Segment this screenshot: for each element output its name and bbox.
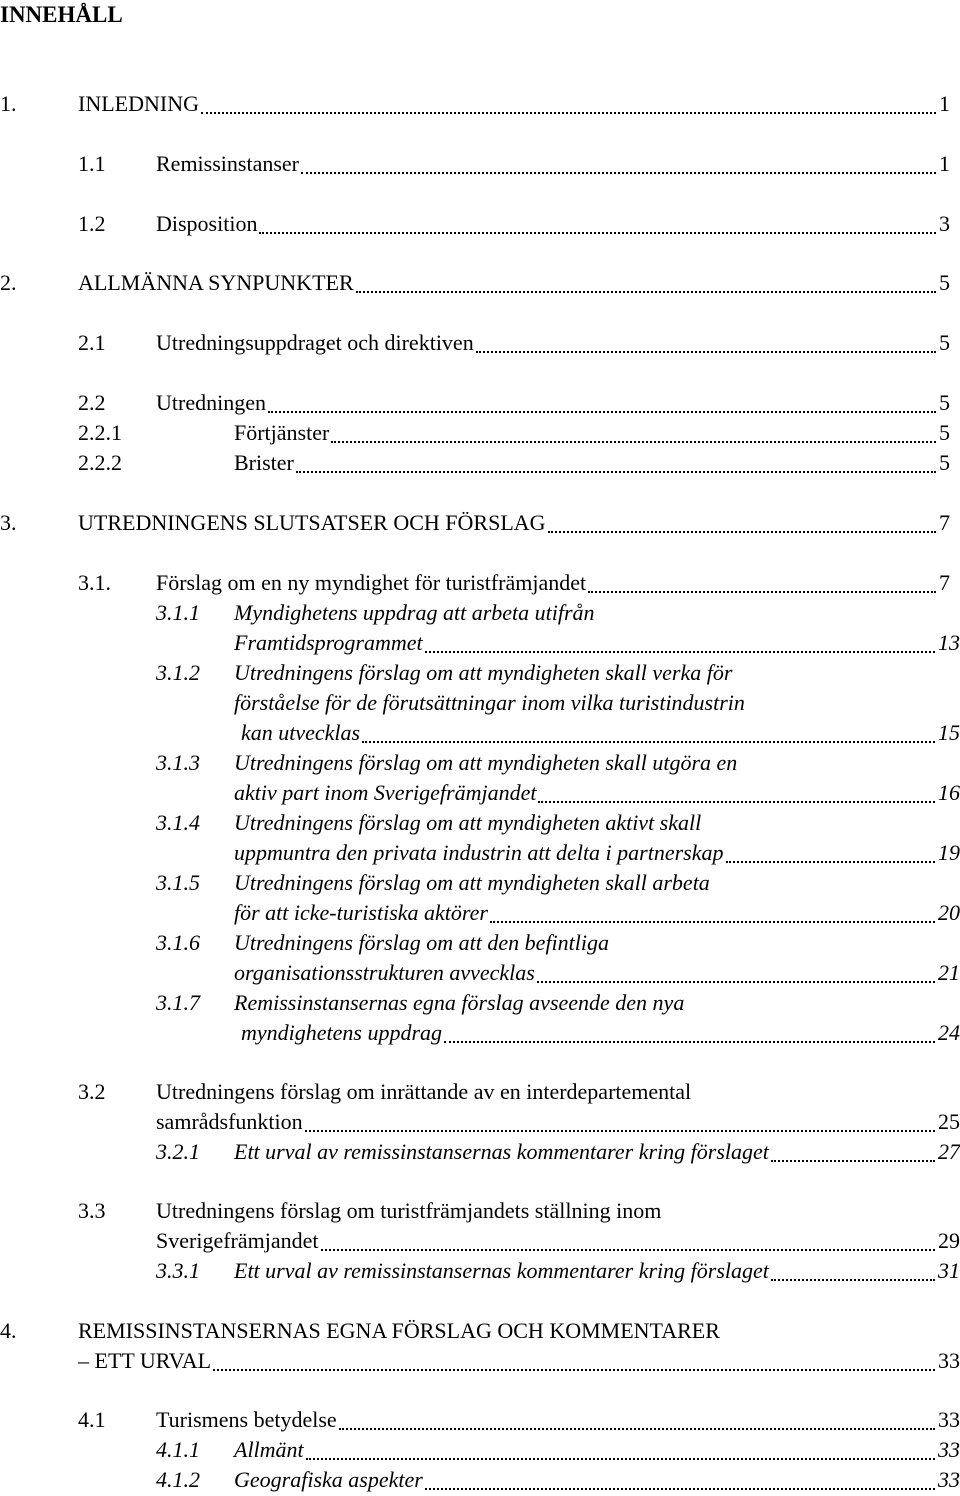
toc-number: 3.2 (78, 1079, 106, 1104)
toc-entry[interactable] (78, 1405, 960, 1435)
toc-title: Geografiska aspekter (234, 1467, 423, 1492)
toc-page-number: 16 (938, 780, 960, 805)
toc-number: 3.3.1 (156, 1258, 200, 1283)
toc-page-number: 5 (939, 450, 950, 475)
toc-entry-continuation[interactable] (156, 1018, 960, 1048)
toc-number: 4.1.2 (156, 1467, 200, 1492)
toc-title-continuation: – ETT URVAL (78, 1348, 212, 1373)
toc-number: 3.1.1 (156, 600, 200, 625)
toc-number: 4.1 (78, 1407, 106, 1432)
toc-entry[interactable] (156, 928, 956, 958)
toc-entry[interactable] (156, 1465, 960, 1495)
dot-leader (201, 108, 936, 114)
toc-entry-continuation[interactable] (78, 1107, 960, 1137)
toc-title: Utredningens förslag om att myndigheten aktivt skall (234, 810, 702, 835)
toc-entry[interactable] (156, 748, 956, 778)
toc-title: Utredningen (156, 390, 266, 415)
toc-page-number: 1 (939, 91, 950, 116)
toc-title: Utredningens förslag om turistfrämjandets ställning inom (156, 1198, 662, 1223)
toc-entry[interactable] (0, 89, 950, 119)
toc-entry[interactable] (78, 448, 950, 478)
toc-number: 3.2.1 (156, 1139, 200, 1164)
toc-number: 3.3 (78, 1198, 106, 1223)
toc-title: Remissinstanser (156, 151, 299, 176)
toc-entry-continuation[interactable] (156, 898, 960, 928)
toc-page-number: 5 (939, 420, 950, 445)
toc-entry-continuation[interactable] (156, 838, 960, 868)
page-title: INNEHÅLL (0, 2, 123, 27)
toc-title-continuation: förståelse för de förutsättningar inom vilka turistindustrin (234, 690, 745, 715)
toc-page-number: 5 (939, 390, 950, 415)
toc-page-number: 13 (938, 630, 960, 655)
toc-number: 3.1.2 (156, 660, 200, 685)
toc-title-continuation: för att icke-turistiska aktörer (234, 900, 488, 925)
toc-page-number: 1 (939, 151, 950, 176)
toc-entry[interactable] (156, 1137, 960, 1167)
toc-number: 2.2.2 (78, 450, 122, 475)
toc-number: 3.1.6 (156, 930, 200, 955)
toc-entry[interactable] (156, 1256, 960, 1286)
toc-page-number: 19 (938, 840, 960, 865)
dot-leader (356, 287, 936, 293)
toc-page-number: 33 (938, 1407, 960, 1432)
toc-page-number: 25 (938, 1109, 960, 1134)
toc-title-continuation: myndighetens uppdrag (241, 1020, 443, 1045)
toc-entry[interactable] (156, 808, 956, 838)
toc-number: 3.1.3 (156, 750, 200, 775)
toc-entry[interactable] (78, 328, 950, 358)
toc-title-continuation: kan utvecklas (241, 720, 361, 745)
toc-page-number: 7 (939, 570, 950, 595)
toc-entry[interactable] (78, 209, 950, 239)
toc-title-continuation: uppmuntra den privata industrin att delta i partnerskap (234, 840, 724, 865)
toc-entry[interactable] (0, 508, 950, 538)
toc-entry[interactable] (78, 1196, 948, 1226)
toc-page-number: 31 (938, 1258, 960, 1283)
toc-page-number: 5 (939, 270, 950, 295)
toc-page-number: 33 (938, 1467, 960, 1492)
toc-title: Remissinstansernas egna förslag avseende den nya (234, 990, 685, 1015)
toc-entry[interactable] (156, 1435, 960, 1465)
dot-leader (771, 1156, 935, 1162)
toc-number: 1. (0, 91, 17, 116)
dot-leader (306, 1454, 935, 1460)
toc-title: Ett urval av remissinstansernas kommentarer kring förslaget (234, 1139, 769, 1164)
toc-entry[interactable] (78, 1077, 948, 1107)
toc-entry[interactable] (156, 658, 956, 688)
toc-number: 2.2.1 (78, 420, 122, 445)
dot-leader (321, 1245, 936, 1251)
toc-page-number: 3 (939, 211, 950, 236)
toc-number: 2.2 (78, 390, 106, 415)
toc-number: 3.1.7 (156, 990, 200, 1015)
dot-leader (213, 1365, 935, 1371)
dot-leader (268, 407, 936, 413)
toc-entry-continuation[interactable] (156, 958, 960, 988)
toc-number: 2.1 (78, 330, 106, 355)
toc-title: INLEDNING (78, 91, 199, 116)
toc-title: Ett urval av remissinstansernas kommentarer kring förslaget (234, 1258, 769, 1283)
toc-entry[interactable] (156, 868, 956, 898)
toc-title: Disposition (156, 211, 258, 236)
toc-title-continuation: Sverigefrämjandet (156, 1228, 319, 1253)
toc-number: 1.2 (78, 211, 106, 236)
toc-page-number: 29 (938, 1228, 960, 1253)
toc-entry[interactable] (156, 598, 956, 628)
toc-title: Utredningens förslag om inrättande av en interdepartemental (156, 1079, 692, 1104)
toc-title: Förslag om en ny myndighet för turistfrämjandet (156, 570, 587, 595)
toc-page-number: 7 (939, 510, 950, 535)
toc-title-continuation: organisationsstrukturen avvecklas (234, 960, 535, 985)
toc-entry-continuation[interactable] (0, 1346, 960, 1376)
toc-page-number: 24 (938, 1020, 960, 1045)
toc-page-number: 5 (939, 330, 950, 355)
toc-entry-continuation[interactable] (234, 688, 954, 718)
dot-leader (339, 1424, 935, 1430)
toc-number: 2. (0, 270, 17, 295)
dot-leader (771, 1275, 935, 1281)
toc-page-number: 33 (938, 1437, 960, 1462)
dot-leader (726, 857, 936, 863)
toc-entry[interactable] (0, 268, 950, 298)
toc-title: UTREDNINGENS SLUTSATSER OCH FÖRSLAG (78, 510, 546, 535)
toc-title: Utredningens förslag om att myndigheten skall arbeta (234, 870, 710, 895)
toc-title: Allmänt (234, 1437, 304, 1462)
toc-number: 3.1. (78, 570, 111, 595)
toc-title: REMISSINSTANSERNAS EGNA FÖRSLAG OCH KOMMENTARER (78, 1318, 720, 1343)
toc-entry[interactable] (78, 388, 950, 418)
dot-leader (259, 228, 936, 234)
toc-entry[interactable] (0, 1316, 950, 1346)
toc-title: Myndighetens uppdrag att arbeta utifrån (234, 600, 595, 625)
dot-leader (538, 797, 935, 803)
dot-leader (444, 1037, 935, 1043)
toc-title: Turismens betydelse (156, 1407, 337, 1432)
dot-leader (476, 347, 936, 353)
toc-number: 3. (0, 510, 17, 535)
toc-entry-continuation[interactable] (78, 1226, 960, 1256)
toc-page-number: 20 (938, 900, 960, 925)
toc-number: 3.1.4 (156, 810, 200, 835)
dot-leader (301, 168, 936, 174)
toc-title: Utredningsuppdraget och direktiven (156, 330, 474, 355)
toc-title: Utredningens förslag om att den befintliga (234, 930, 609, 955)
toc-title: ALLMÄNNA SYNPUNKTER (78, 270, 354, 295)
toc-number: 4. (0, 1318, 17, 1343)
toc-page-number: 27 (938, 1139, 960, 1164)
toc-number: 1.1 (78, 151, 106, 176)
toc-page-number: 15 (938, 720, 960, 745)
toc-number: 3.1.5 (156, 870, 200, 895)
toc-page-number: 21 (938, 960, 960, 985)
dot-leader (296, 467, 936, 473)
toc-entry-continuation[interactable] (156, 778, 960, 808)
dot-leader (331, 437, 936, 443)
toc-title: Utredningens förslag om att myndigheten skall verka för (234, 660, 733, 685)
toc-title-continuation: aktiv part inom Sverigefrämjandet (234, 780, 537, 805)
toc-title: Utredningens förslag om att myndigheten skall utgöra en (234, 750, 738, 775)
toc-entry[interactable] (78, 418, 950, 448)
toc-entry[interactable] (78, 568, 950, 598)
dot-leader (362, 737, 935, 743)
toc-entry[interactable] (78, 149, 950, 179)
dot-leader (548, 527, 936, 533)
dot-leader (305, 1126, 935, 1132)
toc-number: 4.1.1 (156, 1437, 200, 1462)
toc-entry[interactable] (156, 988, 956, 1018)
toc-entry-continuation[interactable] (156, 628, 960, 658)
dot-leader (425, 647, 935, 653)
dot-leader (588, 587, 936, 593)
toc-title-continuation: samrådsfunktion (156, 1109, 303, 1134)
toc-entry-continuation[interactable] (156, 718, 960, 748)
toc-page-number: 33 (938, 1348, 960, 1373)
toc-title: Förtjänster (234, 420, 330, 445)
dot-leader (537, 977, 935, 983)
toc-title: Brister (234, 450, 294, 475)
dot-leader (425, 1484, 935, 1490)
dot-leader (490, 917, 935, 923)
toc-title-continuation: Framtidsprogrammet (234, 630, 423, 655)
